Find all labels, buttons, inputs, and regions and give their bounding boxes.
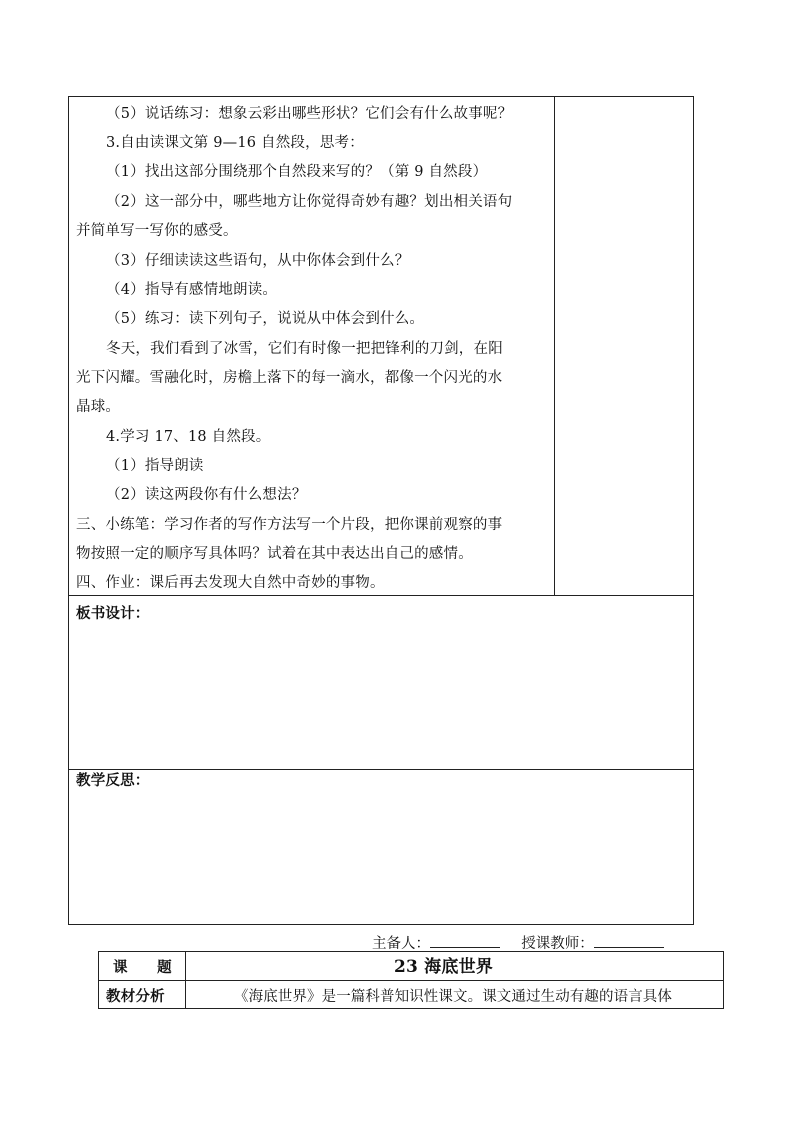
- lesson-line: 四、作业：课后再去发现大自然中奇妙的事物。: [76, 575, 385, 591]
- topic-value: 23 海底世界: [394, 957, 493, 977]
- board-design-divider: [68, 595, 694, 596]
- preparer-label: 主备人：: [372, 936, 430, 952]
- lesson-line: （1）找出这部分围绕那个自然段来写的？（第 9 自然段）: [106, 164, 488, 180]
- board-design-label: 板书设计：: [76, 605, 150, 622]
- lesson-line: 物按照一定的顺序写具体吗？试着在其中表达出自己的感情。: [76, 546, 473, 562]
- teacher-label: 授课教师：: [521, 936, 594, 952]
- lesson-line: 3.自由读课文第 9—16 自然段，思考：: [106, 135, 364, 151]
- lesson-line: 冬天，我们看到了冰雪，它们有时像一把把锋利的刀剑，在阳: [106, 341, 503, 357]
- preparer-blank: [430, 935, 500, 948]
- lesson-line: 4.学习 17、18 自然段。: [106, 429, 271, 445]
- signature-line: [372, 932, 664, 953]
- lesson-line: （1）指导朗读: [106, 458, 204, 474]
- lesson-line: 晶球。: [76, 399, 121, 415]
- lesson-line: （2）这一部分中，哪些地方让你觉得奇妙有趣？划出相关语句: [106, 194, 513, 210]
- lesson-line: （4）指导有感情地朗读。: [106, 282, 278, 298]
- lesson-column-divider: [554, 96, 555, 596]
- lesson-line: （3）仔细读读这些语句，从中你体会到什么？: [106, 253, 410, 269]
- topic-label: 课 题: [113, 959, 172, 976]
- reflection-label: 教学反思：: [76, 772, 150, 789]
- lesson-line: （5）练习：读下列句子，说说从中体会到什么。: [106, 311, 425, 327]
- lesson-line: （2）读这两段你有什么想法？: [106, 487, 307, 503]
- lesson-line: 三、小练笔：学习作者的写作方法写一个片段，把你课前观察的事: [76, 517, 503, 533]
- analysis-value: 《海底世界》是一篇科普知识性课文。课文通过生动有趣的语言具体: [234, 989, 672, 1005]
- lesson-table: [68, 96, 694, 925]
- lesson-line: （5）说话练习：想象云彩出哪些形状？它们会有什么故事呢？: [106, 106, 513, 122]
- analysis-label: 教材分析: [106, 988, 165, 1005]
- teacher-blank: [594, 935, 664, 948]
- reflection-divider: [68, 769, 694, 770]
- lesson-line: 并简单写一写你的感受。: [76, 223, 238, 239]
- lesson-line: 光下闪耀。雪融化时，房檐上落下的每一滴水，都像一个闪光的水: [76, 370, 503, 386]
- next-table-row-divider: [98, 980, 724, 981]
